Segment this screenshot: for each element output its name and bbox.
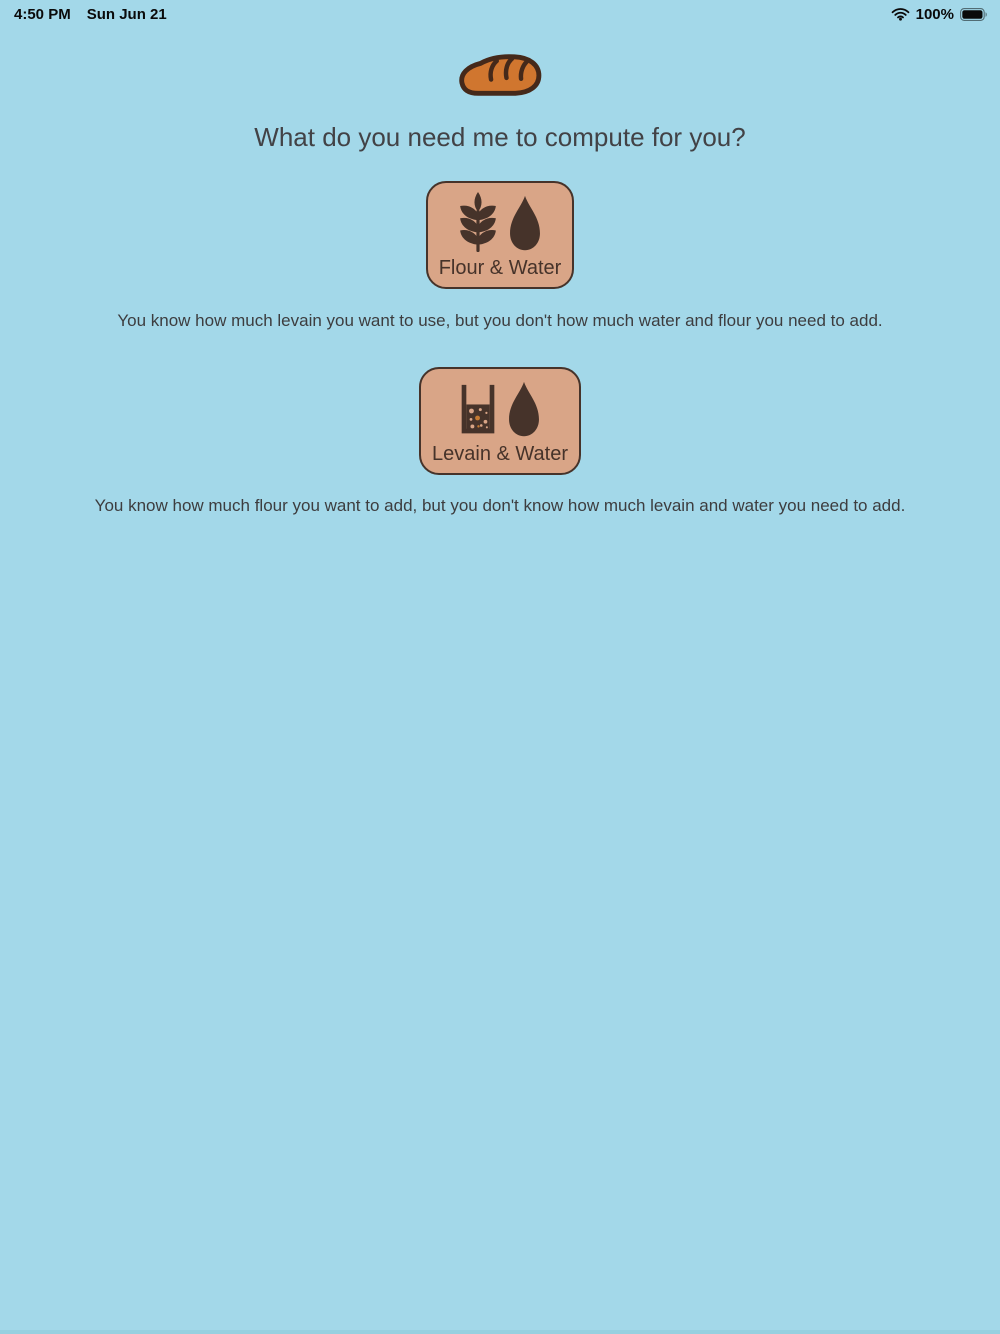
levain-water-label: Levain & Water <box>432 443 568 465</box>
status-bar <box>0 0 1000 26</box>
bread-icon <box>445 52 555 99</box>
wheat-icon <box>456 191 500 253</box>
levain-water-button[interactable] <box>419 367 581 475</box>
levain-jar-icon <box>457 383 499 439</box>
status-left <box>14 6 167 23</box>
status-time: 4:50 PM <box>14 5 71 23</box>
bottom-edge-divider <box>0 1330 1000 1334</box>
flour-water-button[interactable] <box>426 181 575 289</box>
page-title: What do you need me to compute for you? <box>254 122 746 152</box>
battery-icon <box>960 8 988 21</box>
water-drop-icon <box>505 195 545 253</box>
levain-water-icons <box>457 377 544 439</box>
levain-water-description: You know how much flour you want to add, but you don't know how much levain and water you need to add. <box>94 496 906 515</box>
flour-water-label: Flour & Water <box>438 257 562 279</box>
battery-percent: 100% <box>915 5 954 23</box>
flour-water-description: You know how much levain you want to use, but you don't how much water and flour you need to add. <box>117 311 883 330</box>
status-right <box>891 6 988 23</box>
flour-water-icons <box>456 191 545 253</box>
status-date: Sun Jun 21 <box>86 5 167 23</box>
wifi-icon <box>891 7 910 21</box>
water-drop-icon <box>504 381 544 439</box>
